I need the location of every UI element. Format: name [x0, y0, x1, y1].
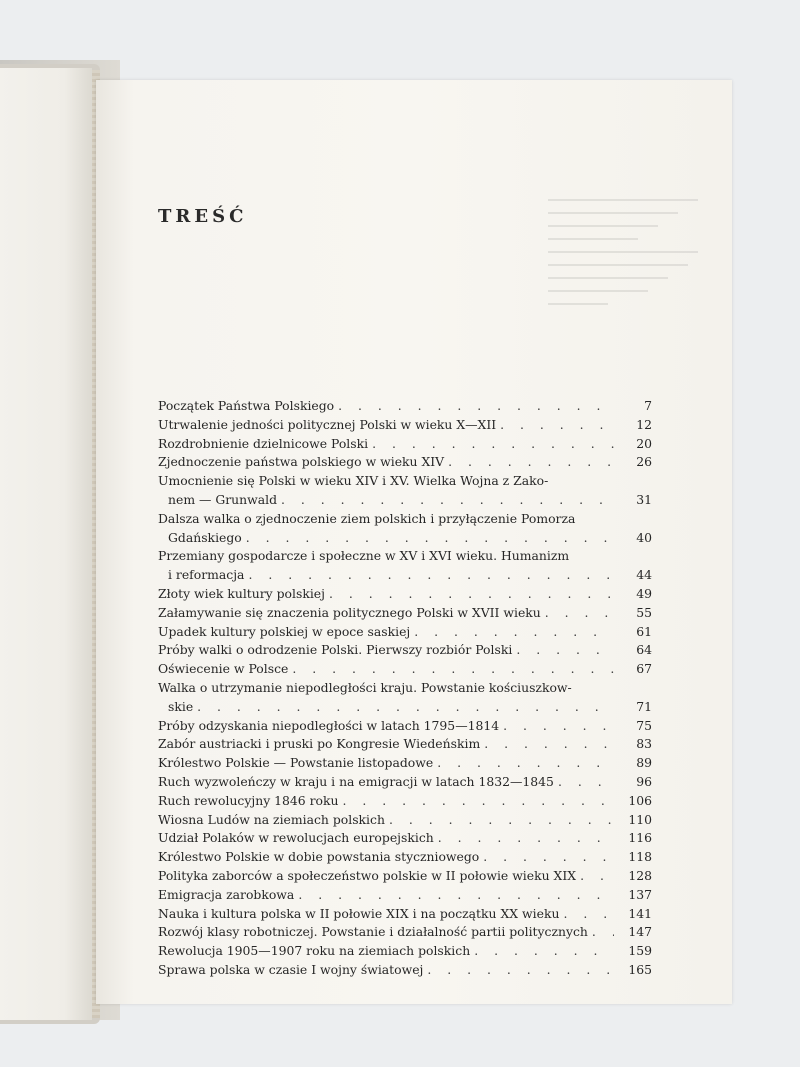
toc-entry-title: Zabór austriacki i pruski po Kongresie Wiedeńskim	[158, 736, 481, 752]
toc-entry-page-number: 20	[636, 435, 652, 451]
toc-entry-page-number: 67	[636, 661, 652, 677]
toc-entry-title: Rewolucja 1905—1907 roku na ziemiach polskich	[158, 943, 471, 959]
toc-entry	[158, 604, 652, 623]
toc-entry	[158, 623, 652, 642]
toc-entry-title: Ruch rewolucyjny 1846 roku	[158, 792, 339, 808]
dot-leader	[438, 829, 614, 848]
dot-leader	[329, 585, 614, 604]
toc-entry-title: Królestwo Polskie — Powstanie listopadowe	[158, 755, 434, 771]
toc-entry-page-number: 12	[636, 416, 652, 432]
toc-entry-title: Załamywanie się znaczenia politycznego Polski w XVII wieku	[158, 604, 541, 620]
dot-leader	[500, 416, 614, 435]
toc-entry-page-number: 44	[636, 567, 652, 583]
toc-entry-title: Wiosna Ludów na ziemiach polskich	[158, 811, 385, 827]
toc-entry-title: Ruch wyzwoleńczy w kraju i na emigracji w latach 1832—1845	[158, 773, 554, 789]
toc-entry-title-line: Przemiany gospodarcze i społeczne w XV i XVI wieku. Humanizm	[158, 548, 570, 564]
toc-entry-page-number: 55	[636, 604, 652, 620]
toc-entry	[158, 397, 652, 416]
toc-entry	[158, 416, 652, 435]
toc-entry	[158, 453, 652, 472]
toc-entry-title: Sprawa polska w czasie I wojny światowej	[158, 961, 424, 977]
dot-leader	[342, 792, 614, 811]
toc-entry-title: Gdańskiego	[168, 529, 242, 545]
toc-entry-title: Nauka i kultura polska w II połowie XIX i na początku XX wieku	[158, 905, 560, 921]
toc-entry-page-number: 159	[628, 943, 652, 959]
dot-leader	[414, 623, 614, 642]
toc-entry	[158, 717, 652, 736]
toc-entry	[158, 961, 652, 980]
toc-entry	[158, 435, 652, 454]
toc-entry	[158, 735, 652, 754]
toc-entry-title: Oświecenie w Polsce	[158, 661, 289, 677]
toc-entry-title: Upadek kultury polskiej w epoce saskiej	[158, 623, 411, 639]
dot-leader	[437, 754, 614, 773]
dot-leader	[474, 942, 614, 961]
toc-entry-page-number: 26	[636, 454, 652, 470]
toc-entry-title: Początek Państwa Polskiego	[158, 398, 335, 413]
toc-entry-row	[158, 491, 652, 510]
toc-entry-page-number: 71	[636, 698, 652, 714]
toc-entry-page-number: 141	[628, 905, 652, 921]
toc-entry-row	[158, 585, 652, 604]
toc-entry	[158, 848, 652, 867]
toc-entry-row	[158, 942, 652, 961]
toc-entry	[158, 660, 652, 679]
toc-entry-row	[158, 698, 652, 717]
toc-entry-row	[158, 529, 652, 548]
toc-entry	[158, 679, 652, 717]
dot-leader	[427, 961, 614, 980]
toc-entry-page-number: 64	[636, 642, 652, 658]
toc-entry-row	[158, 961, 652, 980]
toc-entry	[158, 923, 652, 942]
toc-entry-row	[158, 416, 652, 435]
toc-entry-row	[158, 886, 652, 905]
dot-leader	[281, 491, 614, 510]
toc-entry	[158, 472, 652, 510]
dot-leader	[197, 698, 614, 717]
toc-entry	[158, 510, 652, 548]
toc-entry-page-number: 116	[628, 830, 652, 846]
toc-entry-title-line: Dalsza walka o zjednoczenie ziem polskich i przyłączenie Pomorza	[158, 510, 576, 526]
toc-entry	[158, 773, 652, 792]
toc-entry-row	[158, 453, 652, 472]
toc-entry-row	[158, 754, 652, 773]
dot-leader	[372, 435, 614, 454]
toc-entry-page-number: 49	[636, 585, 652, 601]
toc-entry-row	[158, 923, 652, 942]
toc-entry-row	[158, 397, 652, 416]
dot-leader	[448, 453, 614, 472]
toc-entry-page-number: 83	[636, 736, 652, 752]
toc-entry-row	[158, 623, 652, 642]
toc-entry-page-number: 137	[628, 886, 652, 902]
dot-leader	[558, 773, 614, 792]
toc-entry-page-number: 7	[644, 398, 652, 413]
dot-leader	[389, 811, 614, 830]
dot-leader	[545, 604, 614, 623]
toc-entry-page-number: 165	[628, 961, 652, 977]
toc-entry	[158, 547, 652, 585]
toc-entry-title: Próby odzyskania niepodległości w latach 1795—1814	[158, 717, 500, 733]
toc-entry-page-number: 40	[636, 529, 652, 545]
toc-entry-row	[158, 660, 652, 679]
toc-entry-page-number: 106	[628, 792, 652, 808]
toc-entry-page-number: 31	[636, 491, 652, 507]
dot-leader	[298, 886, 614, 905]
toc-entry-title: Królestwo Polskie w dobie powstania styczniowego	[158, 849, 480, 865]
toc-entry-row	[158, 811, 652, 830]
dot-leader	[483, 848, 614, 867]
toc-entry-row	[158, 792, 652, 811]
dot-leader	[292, 660, 614, 679]
dot-leader	[338, 397, 614, 416]
toc-entry-page-number: 96	[636, 773, 652, 789]
toc-entry	[158, 829, 652, 848]
dot-leader	[248, 566, 614, 585]
toc-entry-page-number: 147	[628, 924, 652, 940]
toc-entry-page-number: 61	[636, 623, 652, 639]
dot-leader	[516, 641, 614, 660]
toc-entry-row	[158, 848, 652, 867]
left-page	[0, 68, 92, 1020]
toc-entry-title: Rozwój klasy robotniczej. Powstanie i działalność partii politycznych	[158, 924, 588, 940]
toc-entry	[158, 585, 652, 604]
toc-entry-page-number: 75	[636, 717, 652, 733]
dot-leader	[484, 735, 614, 754]
page-title: TREŚĆ	[158, 206, 248, 227]
toc-entry	[158, 792, 652, 811]
toc-entry	[158, 811, 652, 830]
toc-entry	[158, 905, 652, 924]
toc-entry-title-line: Umocnienie się Polski w wieku XIV i XV. Wielka Wojna z Zako-	[158, 473, 549, 489]
dot-leader	[563, 905, 614, 924]
toc-entry	[158, 942, 652, 961]
toc-entry-page-number: 118	[628, 849, 652, 865]
toc-entry-page-number: 128	[628, 867, 652, 883]
toc-entry-title: i reformacja	[168, 567, 245, 583]
toc-entry-page-number: 89	[636, 755, 652, 771]
toc-entry-title: Zjednoczenie państwa polskiego w wieku XIV	[158, 454, 445, 470]
toc-entry-row	[158, 735, 652, 754]
toc-entry-title: Polityka zaborców a społeczeństwo polskie w II połowie wieku XIX	[158, 867, 577, 883]
toc-entry-title-line: Walka o utrzymanie niepodległości kraju. Powstanie kościuszkow-	[158, 679, 572, 695]
dot-leader	[580, 867, 614, 886]
toc-entry	[158, 641, 652, 660]
toc-entry-title: Rozdrobnienie dzielnicowe Polski	[158, 435, 369, 451]
dot-leader	[503, 717, 614, 736]
dot-leader	[592, 923, 614, 942]
toc-entry-title: Emigracja zarobkowa	[158, 886, 295, 902]
toc-entry-title: Złoty wiek kultury polskiej	[158, 585, 325, 601]
toc-entry-row	[158, 867, 652, 886]
toc-entry-row	[158, 566, 652, 585]
toc-entry	[158, 754, 652, 773]
toc-entry-row	[158, 641, 652, 660]
toc-entry-row	[158, 604, 652, 623]
toc-entry-title: skie	[168, 698, 194, 714]
toc-entry-row	[158, 435, 652, 454]
toc-entry	[158, 886, 652, 905]
dot-leader	[246, 529, 614, 548]
toc-entry-title: nem — Grunwald	[168, 491, 277, 507]
toc-entry-page-number: 110	[628, 811, 652, 827]
toc-entry-row	[158, 717, 652, 736]
toc-entry-title: Udział Polaków w rewolucjach europejskich	[158, 830, 434, 846]
toc-entry-row	[158, 829, 652, 848]
show-through-text	[548, 188, 708, 348]
toc-entry-row	[158, 905, 652, 924]
toc-entry-title: Utrwalenie jedności politycznej Polski w wieku X—XII	[158, 416, 497, 432]
toc-entry	[158, 867, 652, 886]
toc-entry-row	[158, 773, 652, 792]
toc-entry-title: Próby walki o odrodzenie Polski. Pierwszy rozbiór Polski	[158, 642, 513, 658]
table-of-contents	[158, 397, 652, 980]
